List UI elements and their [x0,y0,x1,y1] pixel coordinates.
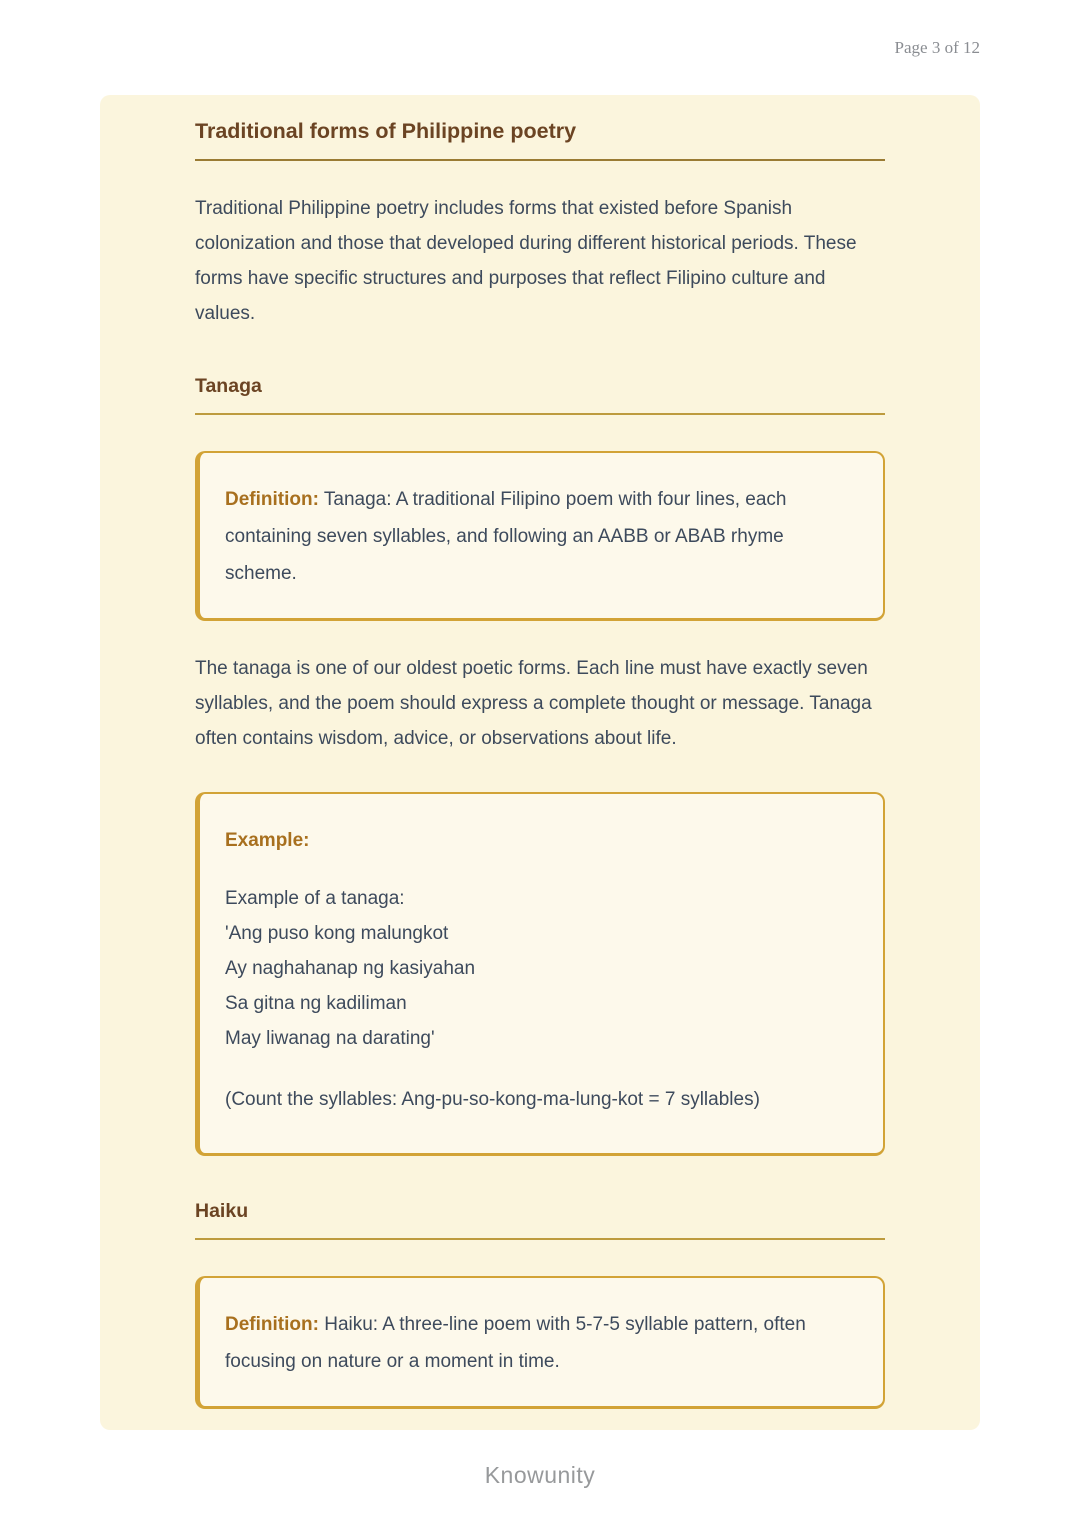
example-line: 'Ang puso kong malungkot [225,923,449,944]
example-line: May liwanag na darating' [225,1028,435,1049]
definition-paragraph [225,1306,853,1380]
definition-text: Haiku: A three-line poem with 5-7-5 syllable pattern, often focusing on nature or a moment in time. [225,1314,806,1372]
example-line: Ay naghahanap ng kasiyahan [225,958,476,979]
definition-label: Definition: [225,1314,319,1335]
example-note: (Count the syllables: Ang-pu-so-kong-ma-lung-kot = 7 syllables) [225,1089,760,1110]
definition-text: Tanaga: A traditional Filipino poem with four lines, each containing seven syllables, and following an AABB or ABAB rhyme scheme. [225,489,787,584]
example-heading [225,822,853,859]
example-line: Sa gitna ng kadiliman [225,993,407,1014]
intro-paragraph: Traditional Philippine poetry includes forms that existed before Spanish colonization and those that developed during different historical periods. These forms have specific structures and purposes that reflect Filipino culture and values. [195,198,857,324]
footer-brand: Knowunity [484,1462,596,1488]
page-title: Traditional forms of Philippine poetry [195,107,885,161]
example-poem [225,881,853,1056]
page-number: Page 3 of 12 [894,38,980,57]
content-card [100,95,980,1430]
definition-label: Definition: [225,489,319,510]
definition-paragraph [225,481,853,592]
tanaga-example-box [195,792,885,1156]
example-line: Example of a tanaga: [225,888,405,909]
section-heading-haiku: Haiku [195,1198,885,1240]
tanaga-body-paragraph: The tanaga is one of our oldest poetic forms. Each line must have exactly seven syllables, and the poem should express a complete thought or message. Tanaga often contains wisdom, advice, or observations about life. [195,658,872,749]
section-heading-tanaga: Tanaga [195,373,885,415]
haiku-definition-box [195,1276,885,1409]
tanaga-definition-box [195,451,885,621]
example-label: Example: [225,830,310,851]
